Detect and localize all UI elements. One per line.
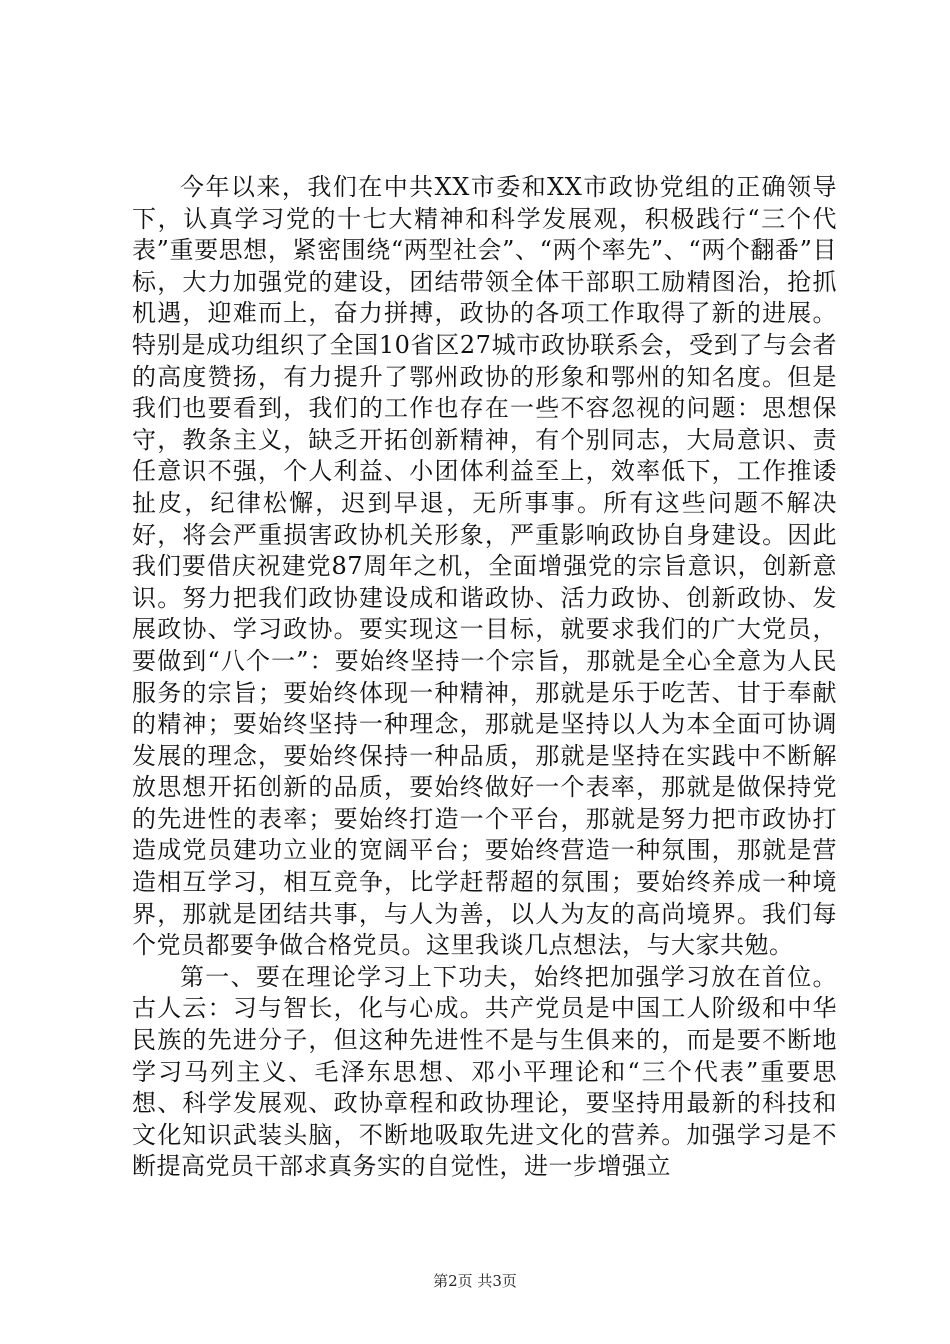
page-number-footer: 第2页 共3页 [433, 1272, 517, 1290]
paragraph: 今年以来，我们在中共XX市委和XX市政协党组的正确领导下，认真学习党的十七大精神和科学发展观，积极践行“三个代表”重要思想，紧密围绕“两型社会”、“两个率先”、“两个翻番”目标，大力加强党的建设，团结带领全体干部职工励精图治，抢抓机遇，迎难而上，奋力拼搏，政协的各项工作取得了新的进展。特别是成功组织了全国10省区27城市政协联系会，受到了与会者的高度赞扬，有力提升了鄂州政协的形象和鄂州的知名度。但是我们也要看到，我们的工作也存在一些不容忽视的问题：思想保守，教条主义，缺乏开拓创新精神，有个别同志，大局意识、责任意识不强，个人利益、小团体利益至上，效率低下，工作推诿扯皮，纪律松懈，迟到早退，无所事事。所有这些问题不解决好，将会严重损害政协机关形象，严重影响政协自身建设。因此我们要借庆祝建党87周年之机，全面增强党的宗旨意识，创新意识。努力把我们政协建设成和谐政协、活力政协、创新政协、发展政协、学习政协。要实现这一目标，就要求我们的广大党员，要做到“八个一”：要始终坚持一个宗旨，那就是全心全意为人民服务的宗旨；要始终体现一种精神，那就是乐于吃苦、甘于奉献的精神；要始终坚持一种理念，那就是坚持以人为本全面可协调发展的理念，要始终保持一种品质，那就是坚持在实践中不断解放思想开拓创新的品质，要始终做好一个表率，那就是做保持党的先进性的表率；要始终打造一个平台，那就是努力把市政协打造成党员建功立业的宽阔平台；要始终营造一种氛围，那就是营造相互学习，相互竞争，比学赶帮超的氛围；要始终养成一种境界，那就是团结共事，与人为善，以人为友的高尚境界。我们每个党员都要争做合格党员。这里我谈几点想法，与大家共勉。 [132, 173, 837, 960]
body-text [132, 172, 837, 1183]
paragraph: 第一、要在理论学习上下功夫，始终把加强学习放在首位。古人云：习与智长，化与心成。共产党员是中国工人阶级和中华民族的先进分子，但这种先进性不是与生俱来的，而是要不断地学习马列主义、毛泽东思想、邓小平理论和“三个代表”重要思想、科学发展观、政协章程和政协理论，要坚持用最新的科技和文化知识武装头脑，不断地吸取先进文化的营养。加强学习是不断提高党员干部求真务实的自觉性，进一步增强立 [132, 962, 837, 1181]
